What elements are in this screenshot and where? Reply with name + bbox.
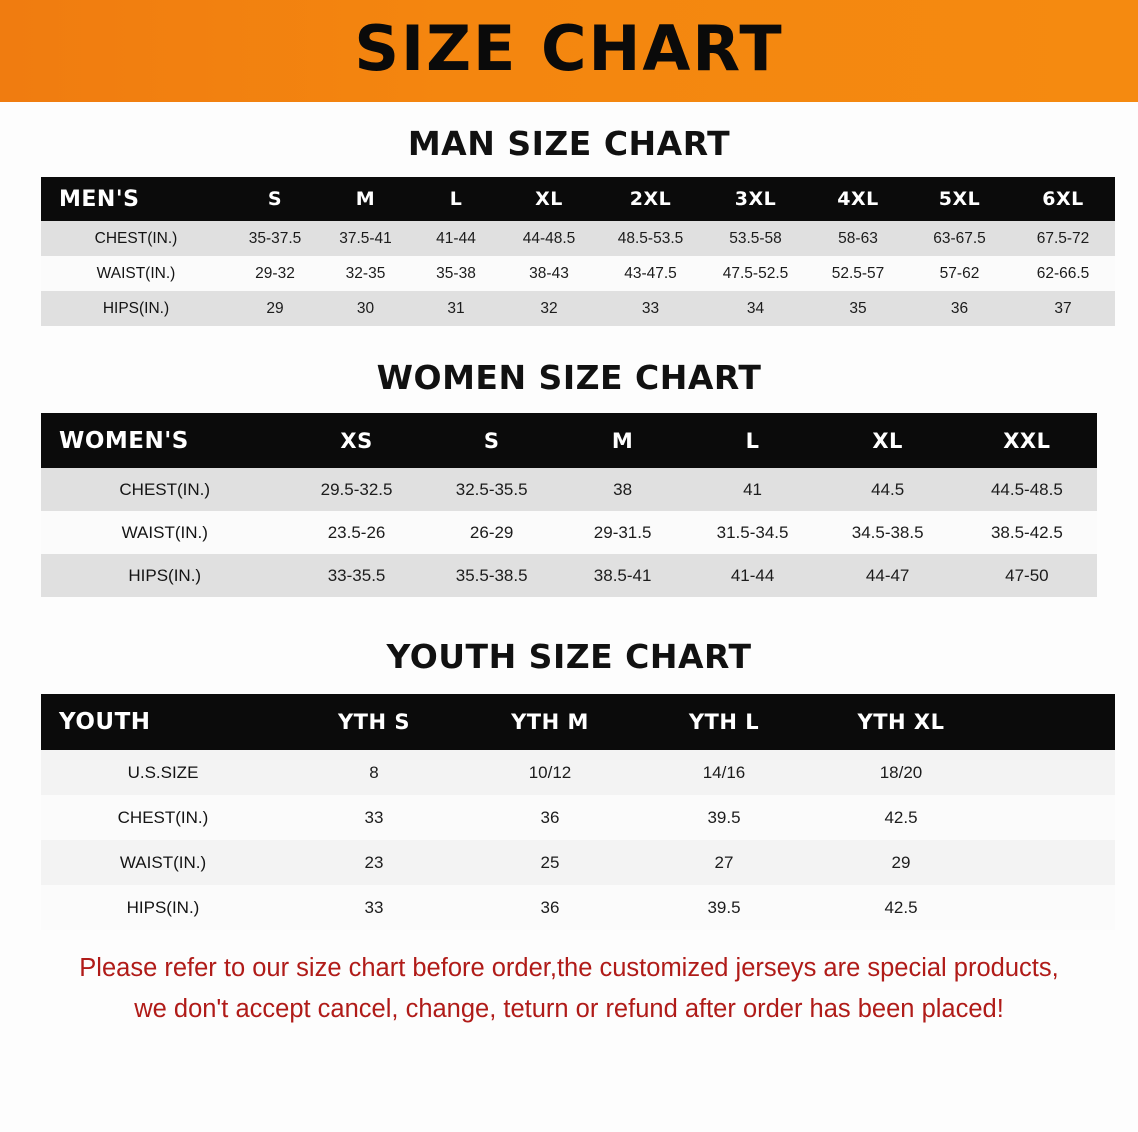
women-waist-xs: 23.5-26 xyxy=(327,522,386,542)
women-col-5: XL xyxy=(872,428,903,453)
women-size-table xyxy=(41,413,1097,597)
man-chest-4xl: 58-63 xyxy=(838,229,878,247)
youth-hips-m: 36 xyxy=(540,897,560,917)
man-col-3: L xyxy=(449,188,463,210)
man-waist-m: 32-35 xyxy=(345,264,386,282)
women-chest-xs: 29.5-32.5 xyxy=(320,479,393,499)
women-waist-m: 29-31.5 xyxy=(593,522,652,542)
youth-col-1: YTH S xyxy=(337,710,411,734)
women-hips-xs: 33-35.5 xyxy=(327,565,386,585)
women-table-wrapper xyxy=(41,413,1097,597)
youth-ussize-s: 8 xyxy=(369,762,379,782)
youth-section-heading: YOUTH SIZE CHART xyxy=(386,637,752,676)
man-chest-5xl: 63-67.5 xyxy=(933,229,986,247)
youth-table-wrapper xyxy=(41,694,1097,930)
man-waist-s: 29-32 xyxy=(255,264,295,282)
youth-col-2: YTH M xyxy=(511,710,589,734)
table-header-row xyxy=(41,177,1115,221)
women-row-label-chest: CHEST(IN.) xyxy=(119,479,211,499)
women-col-3: M xyxy=(611,428,634,453)
page-banner xyxy=(0,0,1138,102)
disclaimer-note xyxy=(34,948,1104,1031)
man-hips-4xl: 35 xyxy=(849,299,867,317)
women-col-4: L xyxy=(745,428,760,453)
women-table-body xyxy=(41,468,1097,597)
man-table-header xyxy=(41,177,1115,221)
youth-chest-xl: 42.5 xyxy=(884,807,918,827)
youth-chest-spacer xyxy=(991,795,1115,840)
youth-waist-l: 27 xyxy=(714,852,734,872)
women-waist-l: 31.5-34.5 xyxy=(716,522,789,542)
man-chest-3xl: 53.5-58 xyxy=(729,229,782,247)
man-hips-l: 31 xyxy=(447,299,465,317)
women-chest-s: 32.5-35.5 xyxy=(455,479,528,499)
man-row-label-waist: WAIST(IN.) xyxy=(96,264,176,282)
youth-ussize-m: 10/12 xyxy=(528,762,572,782)
table-header-row xyxy=(41,413,1097,468)
table-row xyxy=(41,554,1097,597)
youth-row-label-chest: CHEST(IN.) xyxy=(117,807,209,827)
man-hips-s: 29 xyxy=(266,299,284,317)
women-chest-l: 41 xyxy=(743,479,763,499)
man-waist-3xl: 47.5-52.5 xyxy=(722,264,789,282)
women-col-1: XS xyxy=(340,428,373,453)
man-col-2: M xyxy=(355,188,376,210)
disclaimer-line-1: Please refer to our size chart before order,the customized jerseys are special products, xyxy=(79,954,1059,982)
table-row xyxy=(41,291,1115,326)
women-chest-xxl: 44.5-48.5 xyxy=(990,479,1063,499)
table-row xyxy=(41,221,1115,256)
youth-hips-s: 33 xyxy=(364,897,384,917)
man-col-4: XL xyxy=(535,188,563,210)
women-chest-m: 38 xyxy=(613,479,633,499)
youth-corner-label: YOUTH xyxy=(59,709,151,735)
youth-ussize-spacer xyxy=(991,750,1115,795)
youth-waist-s: 23 xyxy=(364,852,384,872)
man-col-7: 4XL xyxy=(837,188,879,210)
women-waist-xl: 34.5-38.5 xyxy=(851,522,924,542)
man-col-6: 3XL xyxy=(734,188,777,210)
man-waist-6xl: 62-66.5 xyxy=(1036,264,1090,282)
youth-ussize-xl: 18/20 xyxy=(879,762,923,782)
women-waist-xxl: 38.5-42.5 xyxy=(990,522,1063,542)
table-row xyxy=(41,885,1115,930)
table-row xyxy=(41,795,1115,840)
page-title: SIZE CHART xyxy=(354,12,784,85)
women-hips-m: 38.5-41 xyxy=(593,565,652,585)
youth-col-4: YTH XL xyxy=(857,710,945,734)
table-row xyxy=(41,468,1097,511)
youth-waist-xl: 29 xyxy=(891,852,911,872)
man-waist-5xl: 57-62 xyxy=(939,264,980,282)
table-row xyxy=(41,840,1115,885)
man-size-table xyxy=(41,177,1115,326)
women-hips-l: 41-44 xyxy=(730,565,775,585)
youth-row-label-ussize: U.S.SIZE xyxy=(127,762,199,782)
disclaimer-line-2: we don't accept cancel, change, teturn or refund after order has been placed! xyxy=(134,995,1004,1024)
man-row-label-chest: CHEST(IN.) xyxy=(94,229,178,247)
man-hips-xl: 32 xyxy=(540,299,558,317)
women-waist-s: 26-29 xyxy=(469,522,514,542)
man-hips-m: 30 xyxy=(356,299,375,317)
women-row-label-hips: HIPS(IN.) xyxy=(128,565,202,585)
man-corner-label: MEN'S xyxy=(59,186,140,212)
man-waist-l: 35-38 xyxy=(436,264,476,282)
youth-chest-l: 39.5 xyxy=(707,807,741,827)
youth-hips-l: 39.5 xyxy=(707,897,741,917)
man-chest-6xl: 67.5-72 xyxy=(1036,229,1090,247)
youth-waist-spacer xyxy=(991,840,1115,885)
youth-size-table xyxy=(41,694,1115,930)
women-section-heading: WOMEN SIZE CHART xyxy=(376,358,762,397)
man-table-body xyxy=(41,221,1115,326)
youth-hips-xl: 42.5 xyxy=(884,897,918,917)
women-corner-label: WOMEN'S xyxy=(59,427,189,454)
women-hips-xl: 44-47 xyxy=(865,565,910,585)
man-chest-m: 37.5-41 xyxy=(339,229,392,247)
women-table-header xyxy=(41,413,1097,468)
man-waist-4xl: 52.5-57 xyxy=(831,264,885,282)
man-hips-3xl: 34 xyxy=(746,299,765,317)
man-waist-xl: 38-43 xyxy=(529,264,569,282)
man-hips-5xl: 36 xyxy=(950,299,969,317)
women-col-6: XXL xyxy=(1003,428,1051,453)
man-chest-s: 35-37.5 xyxy=(248,229,302,247)
youth-ussize-l: 14/16 xyxy=(702,762,746,782)
man-hips-2xl: 33 xyxy=(641,299,660,317)
youth-table-header xyxy=(41,694,1115,750)
man-col-5: 2XL xyxy=(629,188,672,210)
man-waist-2xl: 43-47.5 xyxy=(624,264,677,282)
women-hips-xxl: 47-50 xyxy=(1005,565,1049,585)
man-col-8: 5XL xyxy=(938,188,981,210)
youth-hips-spacer xyxy=(991,885,1115,930)
man-chest-l: 41-44 xyxy=(436,229,476,247)
man-row-label-hips: HIPS(IN.) xyxy=(102,299,170,317)
women-row-label-waist: WAIST(IN.) xyxy=(121,522,208,542)
youth-col-3: YTH L xyxy=(688,710,760,734)
women-chest-xl: 44.5 xyxy=(871,479,905,499)
table-row xyxy=(41,511,1097,554)
table-row xyxy=(41,256,1115,291)
women-col-2: S xyxy=(483,428,500,453)
youth-chest-s: 33 xyxy=(364,807,384,827)
youth-table-body xyxy=(41,750,1115,930)
man-hips-6xl: 37 xyxy=(1054,299,1072,317)
youth-row-label-waist: WAIST(IN.) xyxy=(119,852,207,872)
man-chest-2xl: 48.5-53.5 xyxy=(617,229,684,247)
man-col-9: 6XL xyxy=(1042,188,1084,210)
man-table-wrapper xyxy=(41,177,1097,326)
youth-waist-m: 25 xyxy=(540,852,560,872)
man-col-1: S xyxy=(267,188,283,210)
women-hips-s: 35.5-38.5 xyxy=(455,565,528,585)
table-header-row xyxy=(41,694,1115,750)
youth-chest-m: 36 xyxy=(540,807,560,827)
table-row xyxy=(41,750,1115,795)
man-section-heading: MAN SIZE CHART xyxy=(407,124,731,163)
youth-col-spacer xyxy=(991,694,1115,750)
man-chest-xl: 44-48.5 xyxy=(522,229,576,247)
youth-row-label-hips: HIPS(IN.) xyxy=(126,897,200,917)
